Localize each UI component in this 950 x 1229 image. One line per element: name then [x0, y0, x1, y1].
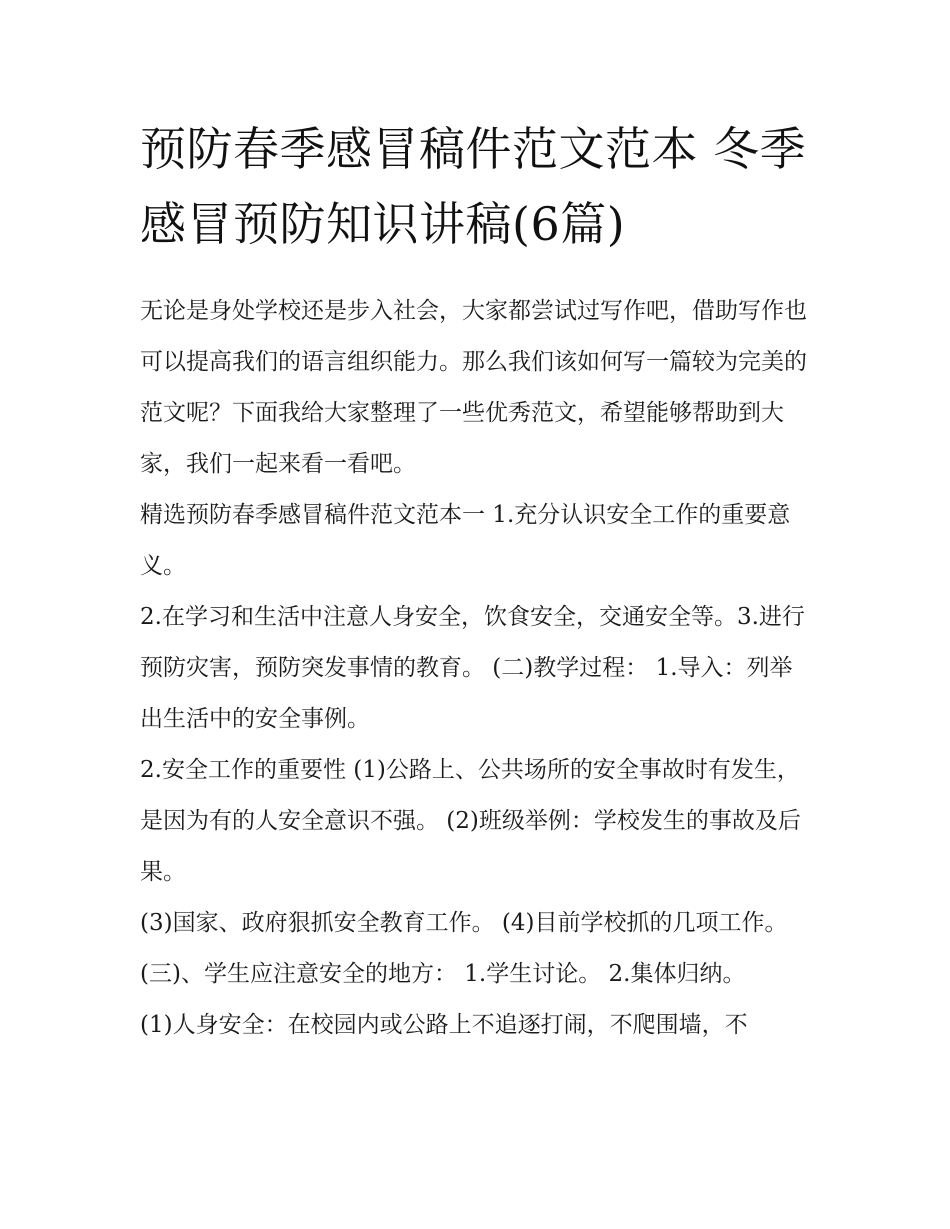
document-body	[140, 112, 815, 1051]
paragraph-importance: 2.安全工作的重要性 (1)公路上、公共场所的安全事故时有发生，是因为有的人安全意识不强。 (2)班级举例：学校发生的事故及后果。	[140, 757, 801, 885]
paragraph-safety-education: 2.在学习和生活中注意人身安全，饮食安全，交通安全等。3.进行预防灾害，预防突发事情的教育。 (二)教学过程： 1.导入：列举出生活中的安全事例。	[140, 604, 805, 732]
paragraph-intro: 无论是身处学校还是步入社会，大家都尝试过写作吧，借助写作也可以提高我们的语言组织能力。那么我们该如何写一篇较为完美的范文呢？下面我给大家整理了一些优秀范文，希望能够帮助到大家，我们一起来看一看吧。	[140, 298, 807, 477]
paragraph-personal-safety: (1)人身安全：在校园内或公路上不追逐打闹，不爬围墙，不	[140, 1012, 748, 1038]
paragraph-section-one: 精选预防春季感冒稿件范文范本一 1.充分认识安全工作的重要意义。	[140, 502, 791, 579]
document-title: 预防春季感冒稿件范文范本 冬季感冒预防知识讲稿(6篇)	[140, 122, 807, 251]
paragraph-government: (3)国家、政府狠抓安全教育工作。 (4)目前学校抓的几项工作。 (三)、学生应注意安全的地方： 1.学生讨论。 2.集体归纳。	[140, 910, 788, 987]
